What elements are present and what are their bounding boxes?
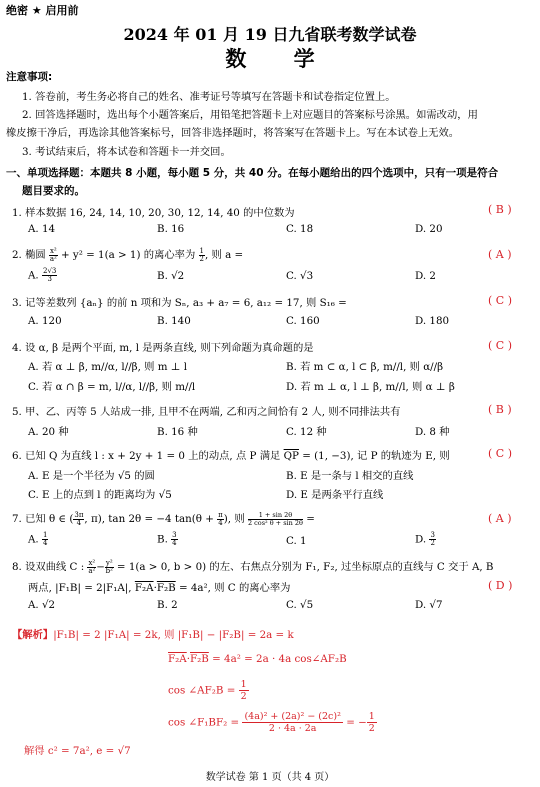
question-3-option-a: A. 120 (28, 315, 62, 327)
section-heading: 一、单项选择题：本题共 8 小题，每小题 5 分，共 40 分。在每小题给出的四个选项中，只有一项是符合 (6, 167, 499, 179)
exam-title: 2024 年 01 月 19 日九省联考数学试卷 (123, 25, 417, 44)
question-7-answer: ( A ) (488, 512, 512, 525)
question-6-stem: 6. 已知 Q 为直线 l : x + 2y + 1 = 0 上的动点, 点 P 满足 $\overline{QP} = (1$, −3), 记 P 的轨迹为 E, 则 (12, 450, 450, 462)
question-2-option-b: B. √2 (157, 270, 185, 282)
question-2-answer: ( A ) (488, 248, 512, 261)
solution-line-1: 【解析】|F₁B| = 2 |F₁A| = 2k, 则 |F₁B| − |F₂B| = 2a = k (12, 629, 294, 641)
question-2-option-d: D. 2 (415, 270, 436, 282)
question-2-option-a: A. $\frac{2√3}{3}$ (28, 267, 57, 283)
question-2-stem: 2. 椭圆 $\frac{\text{x²}}{\text{a²}}$ + y² = 1(a > 1) 的离心率为 $\frac{1}{2}$ , 则 a = (12, 246, 244, 263)
solution-label: 【解析】 (12, 629, 54, 641)
question-5-answer: ( B ) (488, 403, 512, 416)
question-8-option-a: A. √2 (28, 599, 56, 611)
solution-line-4: cos ∠F₁BF₂ = $\frac{\text{(4a)² + (2a)² − (2c)²}}{2 \cdot 4a \cdot 2a}$ = − $\frac{1}{2}$ (168, 711, 375, 734)
question-8-stem-line-2: 两点, |F₁B| = 2|F₁A|, F₂A·F₂B = 4a², 则 C 的离心率为 (28, 582, 291, 594)
question-5-option-a: A. 20 种 (28, 426, 69, 438)
question-5-option-d: D. 8 种 (415, 426, 450, 438)
question-3-stem: 3. 记等差数列 {aₙ} 的前 n 项和为 Sₙ, a₃ + a₇ = 6, a₁₂ = 17, 则 S₁₆ = (12, 297, 347, 309)
question-6-option-d: D. E 是两条平行直线 (286, 489, 384, 501)
question-8-stem-line-1: 8. 设双曲线 C : $\frac{\text{x²}}{\text{a²}}$ − $\frac{\text{y²}}{\text{b²}}$ = 1(a > 0, b > 0) 的左、右焦点分别为 F₁, F₂, 过坐标原点的直线与 C 交于 A, B (12, 558, 494, 575)
section-heading-cont: 题目要求的。 (22, 185, 85, 197)
page-footer: 数学试卷 第 1 页（共 4 页） (205, 772, 335, 783)
fraction-ellipse: $\frac{\text{x²}}{\text{a²}}$ (49, 246, 57, 263)
notice-item-1: 1. 答卷前，考生务必将自己的姓名、准考证号等填写在答题卡和试卷指定位置上。 (22, 91, 396, 103)
solution-line-5: 解得 c² = 7a², e = √7 (24, 745, 131, 757)
question-8-option-c: C. √5 (286, 599, 314, 611)
question-2-option-c: C. √3 (286, 270, 314, 282)
notice-item-3: 3. 考试结束后，将本试卷和答题卡一并交回。 (22, 146, 231, 158)
question-1-option-b: B. 16 (157, 223, 185, 235)
subject-title: 数 学 (225, 46, 335, 71)
question-4-stem: 4. 设 α, β 是两个平面, m, l 是两条直线, 则下列命题为真命题的是 (12, 342, 314, 354)
question-1-answer: ( B ) (488, 203, 512, 216)
question-4-option-b: B. 若 m ⊂ α, l ⊂ β, m//l, 则 α//β (286, 361, 444, 373)
question-4-option-d: D. 若 m ⊥ α, l ⊥ β, m//l, 则 α ⊥ β (286, 381, 455, 393)
question-3-answer: ( C ) (488, 294, 512, 307)
question-3-option-d: D. 180 (415, 315, 450, 327)
question-5-stem: 5. 甲、乙、丙等 5 人站成一排, 且甲不在两端, 乙和丙之间恰有 2 人, 则不同排法共有 (12, 406, 401, 418)
question-8-option-d: D. √7 (415, 599, 443, 611)
solution-line-3: cos ∠AF₂B = $\frac{1}{2}$ (168, 679, 247, 702)
question-7-option-d: D. $\frac{3}{2}$ (415, 531, 435, 547)
question-7-stem: 7. 已知 θ ∈ ( $\frac{3\pi}{4}$ , π), tan 2θ = −4 tan(θ + $\frac{\pi}{4}$ ), 则 $\frac{1 + \sin 2\theta}{\text{2 cos² θ + sin 2θ}}$ = (12, 510, 315, 527)
question-3-option-b: B. 140 (157, 315, 191, 327)
notice-heading: 注意事项: (6, 71, 53, 83)
question-4-answer: ( C ) (488, 339, 512, 352)
fraction-half: $\frac{1}{2}$ (199, 246, 205, 263)
question-7-option-c: C. 1 (286, 535, 307, 547)
question-1-stem: 1. 样本数据 16, 24, 14, 10, 20, 30, 12, 14, 40 的中位数为 (12, 207, 295, 219)
question-7-option-a: A. $\frac{1}{4}$ (28, 531, 48, 547)
solution-line-2: F₂A·F₂B = 4a² = 2a · 4a cos∠AF₂B (168, 653, 347, 665)
vector-qp: $\overline{QP}$ (283, 450, 299, 462)
question-3-option-c: C. 160 (286, 315, 320, 327)
question-1-option-a: A. 14 (28, 223, 56, 235)
question-4-option-c: C. 若 α ∩ β = m, l//α, l//β, 则 m//l (28, 381, 196, 393)
question-6-option-b: B. E 是一条与 l 相交的直线 (286, 470, 414, 482)
notice-item-2-cont: 橡皮擦干净后，再选涂其他答案标号，回答非选择题时，将答案写在答题卡上。写在本试卷上无效。 (6, 127, 460, 139)
notice-item-2: 2. 回答选择题时，选出每个小题答案后，用铅笔把答题卡上对应题目的答案标号涂黑。如需改动，用 (22, 109, 478, 121)
question-8-option-b: B. 2 (157, 599, 178, 611)
question-6-option-c: C. E 上的点到 l 的距离均为 √5 (28, 489, 172, 501)
question-6-option-a: A. E 是一个半径为 √5 的圆 (28, 470, 155, 482)
question-7-option-b: B. $\frac{3}{4}$ (157, 531, 177, 547)
question-8-answer: ( D ) (488, 579, 513, 592)
question-1-option-d: D. 20 (415, 223, 443, 235)
question-5-option-c: C. 12 种 (286, 426, 327, 438)
question-1-option-c: C. 18 (286, 223, 314, 235)
question-4-option-a: A. 若 α ⊥ β, m//α, l//β, 则 m ⊥ l (28, 361, 188, 373)
question-6-answer: ( C ) (488, 447, 512, 460)
question-5-option-b: B. 16 种 (157, 426, 198, 438)
secret-label: 绝密 ★ 启用前 (6, 4, 79, 17)
